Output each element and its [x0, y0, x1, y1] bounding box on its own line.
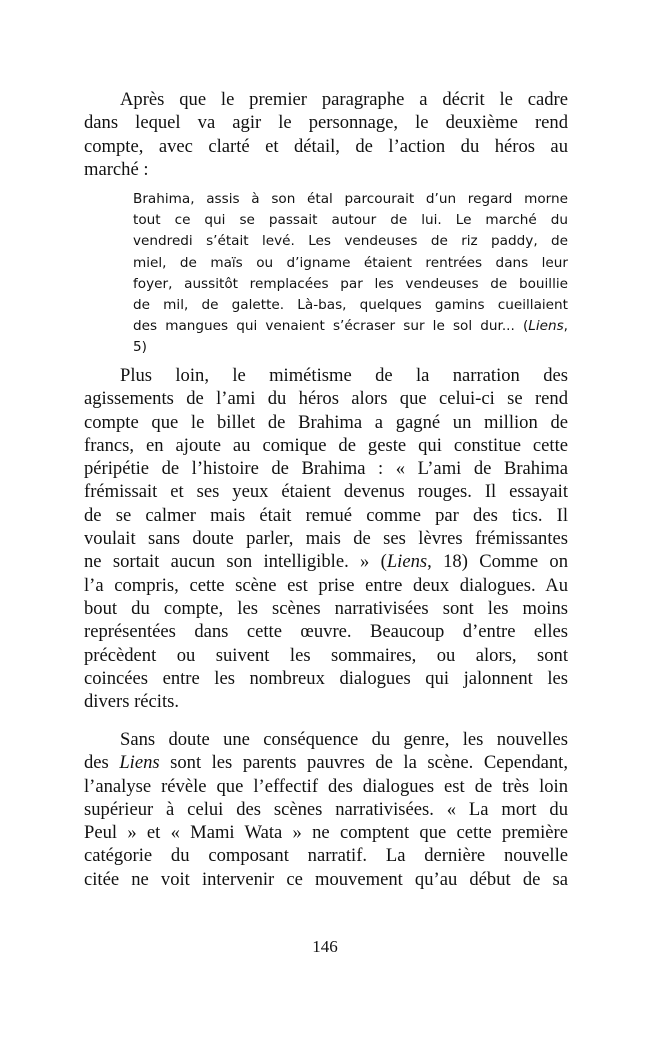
text-segment: francs, en ajoute au comique de geste qui constitue cette [84, 434, 568, 456]
text-line [84, 111, 568, 134]
text-line [84, 504, 568, 527]
text-line [84, 751, 568, 774]
text-segment: péripétie de l’histoire de Brahima : « L’ami de Brahima [84, 458, 568, 480]
paragraph [84, 728, 568, 891]
text-segment: Plus loin, le mimétisme de la narration des [120, 365, 568, 386]
text-segment: marché : [84, 158, 149, 180]
text-segment: tout ce qui se passait autour de lui. Le marché du [133, 212, 568, 229]
text-segment: l’a compris, cette scène est prise entre deux dialogues. Au [84, 574, 568, 596]
page-number: 146 [312, 937, 338, 956]
text-line [133, 316, 568, 337]
paragraph [84, 88, 568, 181]
text-segment: foyer, aussitôt remplacées par les vendeuses de bouillie [133, 275, 568, 292]
text-segment: Brahima, assis à son étal parcourait d’un regard morne [133, 191, 568, 207]
text-segment: Sans doute une conséquence du genre, les nouvelles [120, 729, 568, 750]
text-segment: de se calmer mais était remué comme par des tics. Il [84, 504, 568, 526]
text-line [84, 690, 568, 713]
text-line [84, 550, 568, 573]
text-line [133, 337, 568, 358]
text-segment: frémissait et ses yeux étaient devenus rouges. Il essayait [84, 481, 568, 503]
text-segment: , [563, 318, 568, 335]
text-segment: Après que le premier paragraphe a décrit le cadre [120, 89, 568, 110]
text-segment: ne sortait aucun son intelligible. » ( [84, 551, 387, 573]
text-line [84, 434, 568, 457]
text-line [84, 135, 568, 158]
text-segment: citée ne voit intervenir ce mouvement qu’au début de sa [84, 868, 568, 890]
text-line [84, 620, 568, 643]
text-line [84, 457, 568, 480]
text-segment: coincées entre les nombreux dialogues qui jalonnent les [84, 667, 568, 689]
text-segment: compte, avec clarté et détail, de l’action du héros au [84, 135, 568, 157]
text-line [84, 644, 568, 667]
text-segment: des [84, 752, 120, 774]
text-line [84, 527, 568, 550]
text-line [84, 387, 568, 410]
text-line [84, 158, 568, 181]
block-quote [133, 189, 568, 359]
text-segment: agissements de l’ami du héros alors que celui-ci se rend [84, 388, 568, 410]
text-line [84, 798, 568, 821]
paragraph [84, 364, 568, 713]
text-segment: Peul » et « Mami Wata » ne comptent que cette première [84, 822, 568, 844]
text-line [133, 253, 568, 274]
text-segment: sont les parents pauvres de la scène. Cependant, [159, 752, 568, 774]
text-segment: de mil, de galette. Là-bas, quelques gamins cueillaient [133, 296, 568, 313]
italic-title: Liens [386, 551, 428, 573]
text-line [133, 189, 568, 210]
text-line [84, 411, 568, 434]
text-segment: représentées dans cette œuvre. Beaucoup d’entre elles [84, 621, 568, 643]
text-line [84, 844, 568, 867]
text-segment: voulait sans doute parler, mais de ses lèvres frémissantes [84, 528, 568, 550]
text-line [84, 775, 568, 798]
text-segment: précèdent ou suivent les sommaires, ou alors, sont [84, 644, 568, 666]
text-segment: vendredi s’était levé. Les vendeuses de riz paddy, de [133, 233, 568, 250]
text-line [84, 574, 568, 597]
text-segment: compte que le billet de Brahima a gagné un million de [84, 411, 568, 433]
text-line [84, 868, 568, 891]
text-line [133, 274, 568, 295]
text-line [84, 597, 568, 620]
text-segment: catégorie du composant narratif. La dernière nouvelle [84, 845, 568, 867]
text-segment: , 18) Comme on [427, 551, 568, 573]
text-segment: des mangues qui venaient s’écraser sur le sol dur... ( [133, 318, 529, 335]
text-segment: bout du compte, les scènes narrativisées sont les moins [84, 597, 568, 619]
italic-title: Liens [119, 752, 160, 774]
text-line [84, 480, 568, 503]
text-segment: supérieur à celui des scènes narrativisées. « La mort du [84, 798, 568, 820]
text-segment: 5) [133, 339, 147, 356]
text-segment: l’analyse révèle que l’effectif des dialogues est de très loin [84, 775, 568, 797]
text-line [84, 364, 568, 387]
text-segment: miel, de maïs ou d’igname étaient rentrées dans leur [133, 254, 568, 271]
text-segment: dans lequel va agir le personnage, le deuxième rend [84, 112, 568, 134]
text-line [133, 295, 568, 316]
text-line [84, 667, 568, 690]
text-line [133, 210, 568, 231]
text-line [84, 88, 568, 111]
text-segment: divers récits. [84, 691, 180, 713]
italic-title: Liens [528, 318, 564, 335]
text-line [84, 728, 568, 751]
text-line [133, 231, 568, 252]
text-line [84, 821, 568, 844]
